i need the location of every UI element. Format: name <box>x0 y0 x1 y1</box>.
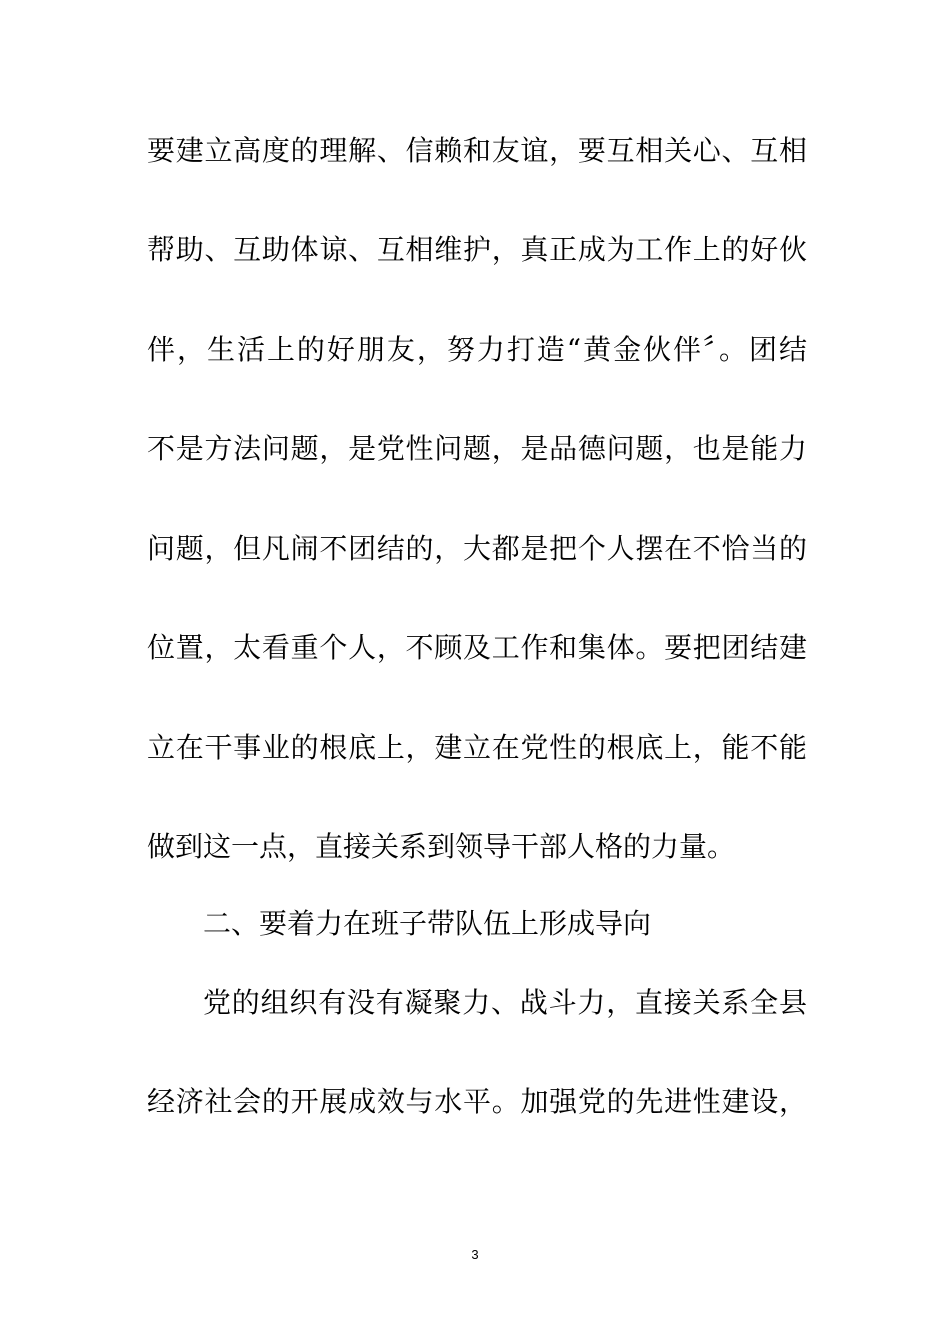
section-heading: 二、要着力在班子带队伍上形成导向 <box>203 907 652 940</box>
body-text-line: 位置，太看重个人，不顾及工作和集体。要把团结建 <box>147 631 807 664</box>
body-text-line: 问题，但凡闹不团结的，大都是把个人摆在不恰当的 <box>147 532 807 565</box>
body-text-line: 做到这一点，直接关系到领导干部人格的力量。 <box>147 830 736 863</box>
body-text-line: 经济社会的开展成效与水平。加强党的先进性建设， <box>147 1085 807 1118</box>
body-text-line: 党的组织有没有凝聚力、战斗力，直接关系全县 <box>203 986 807 1019</box>
body-text-line: 不是方法问题，是党性问题，是品德问题，也是能力 <box>147 432 807 465</box>
body-text-line: 立在干事业的根底上，建立在党性的根底上，能不能 <box>147 731 807 764</box>
page-number: 3 <box>471 1247 479 1262</box>
body-text-line: 伴，生活上的好朋友，努力打造“黄金伙伴〞。团结 <box>147 333 807 366</box>
body-text-line: 要建立高度的理解、信赖和友谊，要互相关心、互相 <box>147 134 807 167</box>
body-text-line: 帮助、互助体谅、互相维护，真正成为工作上的好伙 <box>147 233 807 266</box>
